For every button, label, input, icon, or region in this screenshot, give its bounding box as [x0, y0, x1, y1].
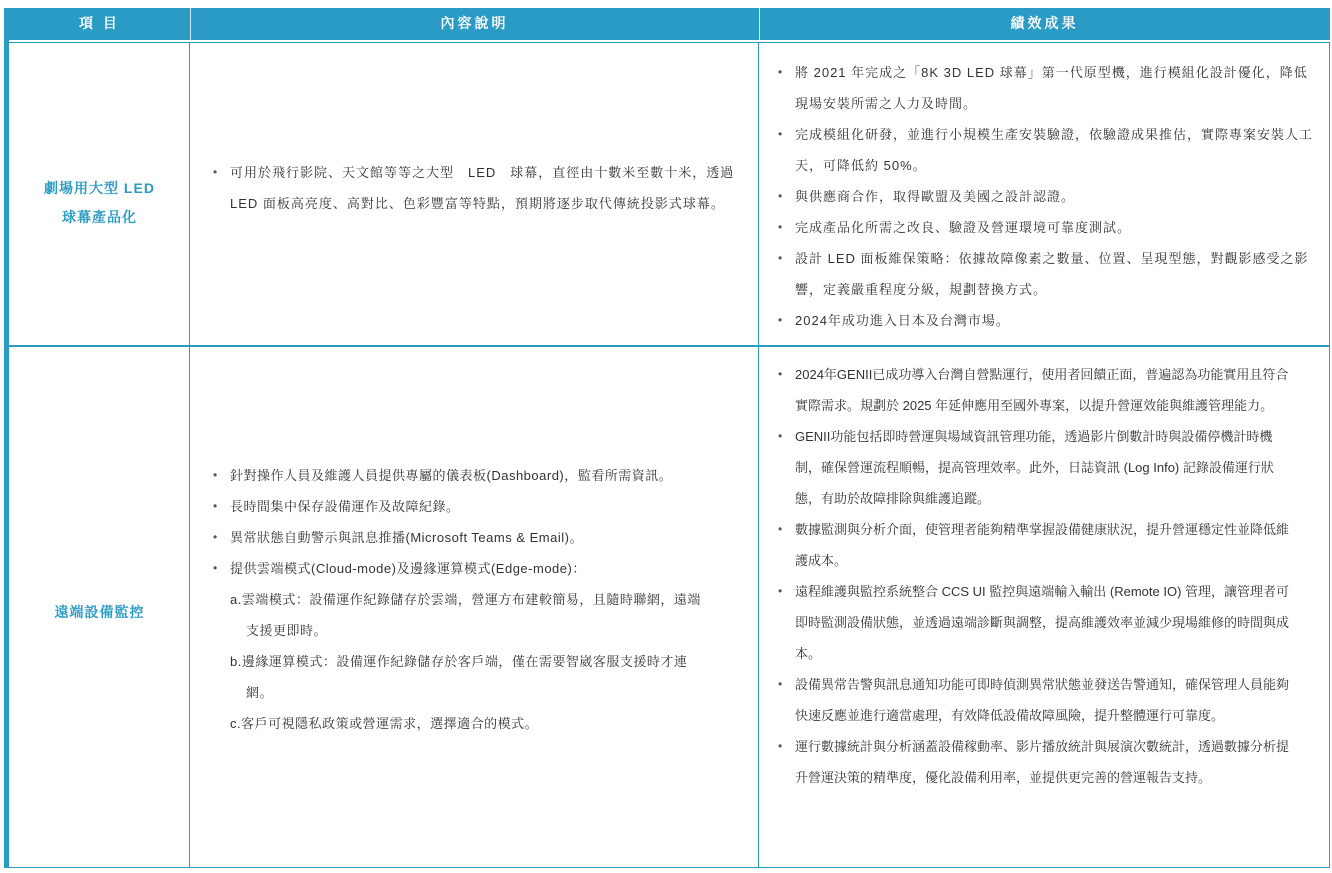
list-item [210, 553, 710, 739]
header-item: 項 目 [79, 15, 120, 31]
item-title-line: 遠端設備監控 [54, 604, 145, 620]
sub-list [230, 584, 710, 739]
item-title [9, 174, 190, 232]
item-cell [9, 43, 190, 345]
results-cell [759, 347, 1330, 867]
table-row [9, 346, 1330, 868]
item-title-line: 劇場用大型 LED [44, 180, 155, 196]
description-list [210, 460, 710, 739]
list-item: • 完成模組化研發，並進行小規模生產安裝驗證，依驗證成果推估，實際專案安裝人工天，可降低約 50%。 [775, 119, 1320, 181]
item-title-line: 球幕產品化 [62, 209, 137, 225]
item-title [9, 598, 190, 627]
sub-list-item: c.客戶可視隱私政策或營運需求，選擇適合的模式。 [230, 716, 539, 731]
sub-list-item: a.雲端模式：設備運作紀錄儲存於雲端，營運方布建較簡易，且隨時聯網，遠端支援更即時。 [230, 592, 701, 638]
header-results: 績效成果 [1010, 15, 1079, 31]
list-item: • 數據監測與分析介面，使管理者能夠精準掌握設備健康狀況，提升營運穩定性並降低維護成本。 [775, 514, 1295, 576]
list-item: • 設計 LED 面板維保策略：依據故障像素之數量、位置、呈現型態，對觀影感受之影響，定義嚴重程度分級，規劃替換方式。 [775, 243, 1320, 305]
list-item: • 將 2021 年完成之「8K 3D LED 球幕」第一代原型機，進行模組化設計優化，降低現場安裝所需之人力及時間。 [775, 57, 1320, 119]
list-item: • 運行數據統計與分析涵蓋設備稼動率、影片播放統計與展演次數統計，透過數據分析提升營運決策的精準度，優化設備利用率，並提供更完善的營運報告支持。 [775, 731, 1295, 793]
header-divider [759, 8, 760, 40]
list-item-text: 提供雲端模式(Cloud-mode)及邊緣運算模式(Edge-mode)： [230, 561, 586, 576]
sub-list-item: b.邊緣運算模式：設備運作紀錄儲存於客戶端，僅在需要智崴客服支援時才連網。 [230, 654, 688, 700]
list-item: • 長時間集中保存設備運作及故障紀錄。 [210, 491, 710, 522]
results-list [775, 359, 1295, 793]
list-item: • 可用於飛行影院、天文館等等之大型 LED 球幕，直徑由十數米至數十米，透過 LED 面板高亮度、高對比、色彩豐富等特點，預期將逐步取代傳統投影式球幕。 [210, 157, 742, 219]
header-description: 內容說明 [440, 15, 509, 31]
list-item: • 2024年成功進入日本及台灣市場。 [775, 305, 1320, 336]
header-divider [190, 8, 191, 40]
performance-table [4, 8, 1330, 868]
list-item: • 針對操作人員及維護人員提供專屬的儀表板(Dashboard)，監看所需資訊。 [210, 460, 710, 491]
list-item: • GENII功能包括即時營運與場域資訊管理功能，透過影片倒數計時與設備停機計時機制，確保營運流程順暢，提高管理效率。此外，日誌資訊 (Log Info) 記錄設備運行狀態，有助於故障排除與維護追蹤。 [775, 421, 1295, 514]
table-row [9, 42, 1330, 346]
list-item: • 2024年GENII已成功導入台灣自營點運行，使用者回饋正面，普遍認為功能實用且符合實際需求。規劃於 2025 年延伸應用至國外專案，以提升營運效能與維護管理能力。 [775, 359, 1295, 421]
list-item: • 設備異常告警與訊息通知功能可即時偵測異常狀態並發送告警通知，確保管理人員能夠快速反應並進行適當處理，有效降低設備故障風險，提升整體運行可靠度。 [775, 669, 1295, 731]
list-item: • 遠程維護與監控系統整合 CCS UI 監控與遠端輸入輸出 (Remote IO) 管理，讓管理者可即時監測設備狀態，並透過遠端診斷與調整，提高維護效率並減少現場維修的時間與成本。 [775, 576, 1295, 669]
list-item: • 異常狀態自動警示與訊息推播(Microsoft Teams & Email)。 [210, 522, 710, 553]
description-cell [190, 43, 759, 345]
description-cell [190, 347, 759, 867]
results-cell [759, 43, 1330, 345]
table-header [9, 8, 1330, 40]
list-item: • 與供應商合作，取得歐盟及美國之設計認證。 [775, 181, 1320, 212]
list-item: • 完成產品化所需之改良、驗證及營運環境可靠度測試。 [775, 212, 1320, 243]
results-list [775, 57, 1320, 336]
description-list [210, 157, 742, 219]
item-cell [9, 347, 190, 867]
